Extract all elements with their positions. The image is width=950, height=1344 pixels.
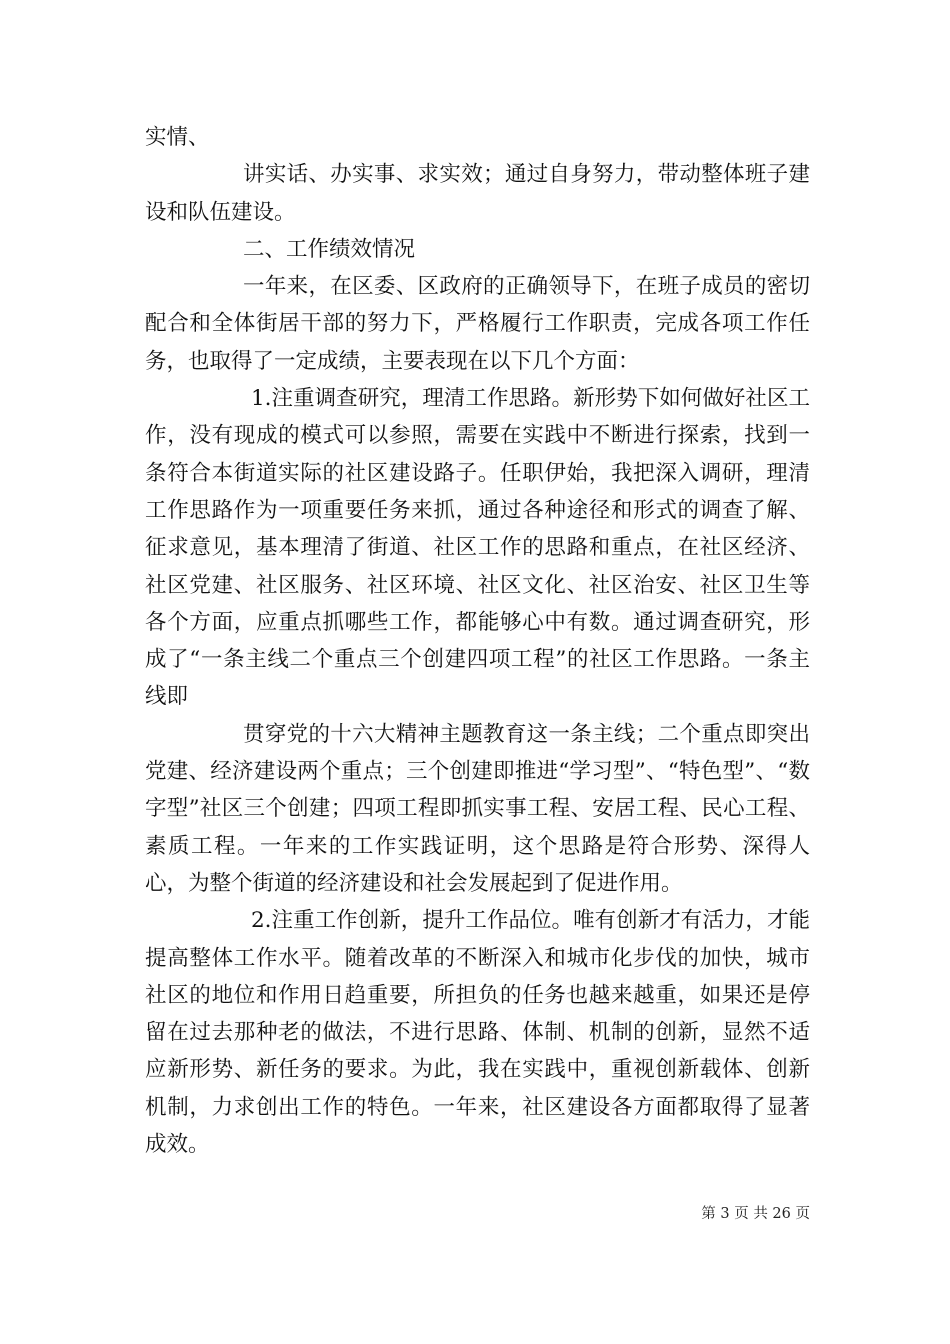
paragraph-team-building: 讲实话、办实事、求实效；通过自身努力，带动整体班子建设和队伍建设。 xyxy=(145,162,810,225)
paragraph-main-line: 贯穿党的十六大精神主题教育这一条主线；二个重点即突出党建、经济建设两个重点；三个创建即推进“学习型”、“特色型”、“数字型”社区三个创建；四项工程即抓实事工程、安居工程、民心工程、素质工程。一年来的工作实践证明，这个思路是符合形势、深得人心，为整个街道的经济建设和社会发展起到了促进作用。 xyxy=(145,721,810,896)
paragraph-point-2-innovation: 2.注重工作创新，提升工作品位。唯有创新才有活力，才能提高整体工作水平。随着改革的不断深入和城市化步伐的加快，城市社区的地位和作用日趋重要，所担负的任务也越来越重，如果还是停留在过去那种老的做法，不进行思路、体制、机制的创新，显然不适应新形势、新任务的要求。为此，我在实践中，重视创新载体、创新机制，力求创出工作的特色。一年来，社区建设各方面都取得了显著成效。 xyxy=(145,908,810,1158)
page-number-footer: 第 3 页 共 26 页 xyxy=(701,1206,810,1222)
section-heading-performance: 二、工作绩效情况 xyxy=(243,236,416,262)
paragraph-point-1-research: 1.注重调查研究，理清工作思路。新形势下如何做好社区工作，没有现成的模式可以参照，需要在实践中不断进行探索，找到一条符合本街道实际的社区建设路子。任职伊始，我把深入调研，理清工作思路作为一项重要任务来抓，通过各种途径和形式的调查了解、征求意见，基本理清了街道、社区工作的思路和重点，在社区经济、社区党建、社区服务、社区环境、社区文化、社区治安、社区卫生等各个方面，应重点抓哪些工作，都能够心中有数。通过调查研究，形成了“一条主线二个重点三个创建四项工程”的社区工作思路。一条主线即 xyxy=(145,386,810,710)
paragraph-year-summary: 一年来，在区委、区政府的正确领导下，在班子成员的密切配合和全体街居干部的努力下，严格履行工作职责，完成各项工作任务，也取得了一定成绩，主要表现在以下几个方面： xyxy=(145,274,810,374)
paragraph-continuation: 实情、 xyxy=(145,125,210,150)
document-body xyxy=(145,119,810,1163)
